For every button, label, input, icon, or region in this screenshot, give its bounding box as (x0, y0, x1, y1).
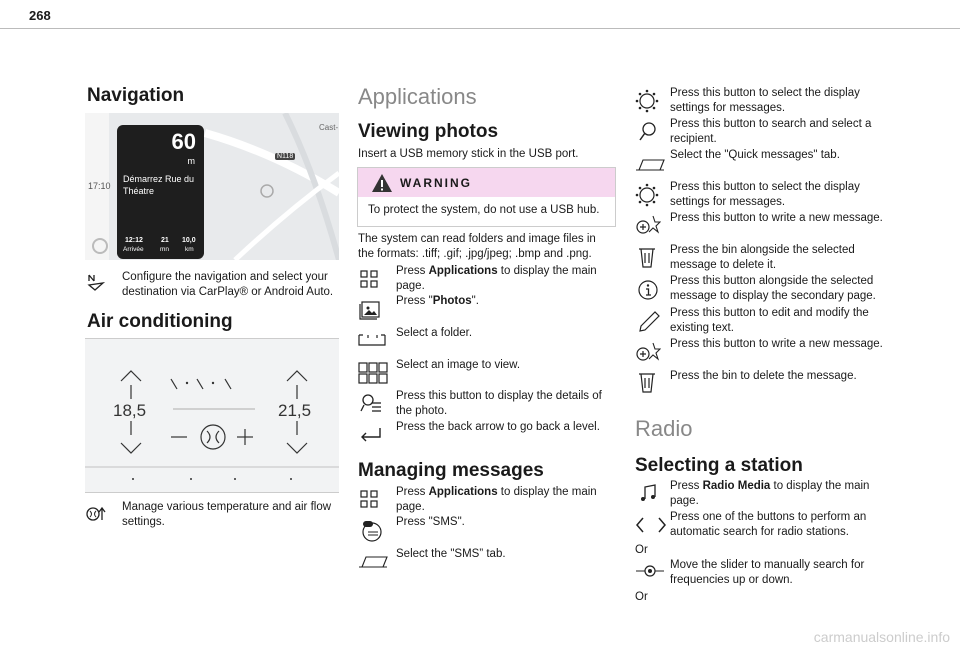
new-message-icon-2 (635, 341, 661, 363)
warning-text: To protect the system, do not use a USB hub. (368, 204, 600, 216)
msg-step-applications-pre: Press (396, 486, 429, 498)
step-back: Press the back arrow to go back a level. (396, 421, 600, 433)
step-details: Press this button to display the details of the photo. (396, 390, 602, 417)
watermark: carmanualsonline.info (813, 629, 950, 645)
formats-text: The system can read folders and image files in the formats: .tiff; .gif; .jpg/jpeg; .bmp and .png. (358, 233, 596, 260)
trip-duration-unit: mn (160, 246, 170, 253)
chevron-left-right-icon (635, 516, 667, 534)
step-applications-post: to display the main page. (396, 265, 597, 292)
trip-duration: 21 (161, 237, 169, 244)
step-folder: Select a folder. (396, 327, 473, 339)
info-icon (636, 278, 660, 302)
step-photos-pre: Press " (396, 295, 433, 307)
carplay-android-icon (85, 272, 107, 292)
step-applications (396, 264, 614, 294)
eta-label: Arrivée (123, 246, 144, 253)
step-photos-post: ". (471, 295, 479, 307)
msg-step-applications-bold: Applications (428, 486, 498, 498)
viewing-photos-heading: Viewing photos (358, 121, 499, 142)
distance-value: 60 (171, 129, 196, 154)
air-conditioning-screen-image (85, 338, 339, 493)
page-number: 268 (29, 8, 51, 23)
navigation-screen-image (85, 113, 339, 260)
right-temperature[interactable]: 21,5 (278, 401, 312, 420)
step-photos-bold: Photos (432, 295, 472, 307)
air-flow-icon (85, 504, 107, 524)
remaining-distance: 10,0 (182, 237, 196, 244)
msg-step-sms: Press "SMS". (396, 516, 465, 528)
radio-step-1 (670, 479, 890, 509)
photo-details-icon (360, 393, 382, 413)
warning-header (358, 168, 615, 197)
right-text-9: Press this button to write a new message. (670, 338, 883, 350)
usb-intro-text: Insert a USB memory stick in the USB port. (358, 148, 579, 160)
sms-icon (360, 518, 384, 542)
radio-step-1-pre: Press (670, 480, 703, 492)
slider-icon (635, 563, 665, 579)
bin-icon-2 (637, 370, 657, 394)
or-label-2: Or (635, 591, 648, 603)
road-label: N118 (277, 153, 294, 160)
radio-step-3: Move the slider to manually search for frequencies up or down. (670, 559, 865, 586)
bin-icon (637, 245, 657, 269)
right-text-1: Press this button to select the display settings for messages. (670, 87, 860, 114)
air-conditioning-heading: Air conditioning (87, 311, 233, 332)
step-image: Select an image to view. (396, 359, 521, 371)
right-text-5: Press this button to write a new message. (670, 212, 883, 224)
managing-messages-heading: Managing messages (358, 460, 544, 481)
new-message-icon (635, 214, 661, 236)
eta-time: 12:12 (125, 237, 143, 244)
right-text-4: Press this button to select the display settings for messages. (670, 181, 860, 208)
step-applications-bold: Applications (428, 265, 498, 277)
header-divider (0, 28, 960, 29)
image-grid-icon (358, 362, 388, 384)
warning-triangle-icon (371, 173, 393, 193)
applications-heading: Applications (358, 84, 477, 109)
warning-box (357, 167, 616, 227)
right-text-2: Press this button to search and select a recipient. (670, 118, 872, 145)
right-text-3: Select the "Quick messages" tab. (670, 149, 840, 161)
step-applications-pre: Press (396, 265, 429, 277)
msg-step-applications-post: to display the main page. (396, 486, 597, 513)
msg-step-tab: Select the "SMS” tab. (396, 548, 506, 560)
radio-step-2: Press one of the buttons to perform an automatic search for radio stations. (670, 511, 867, 538)
music-note-icon (637, 483, 659, 503)
radio-step-1-bold: Radio Media (702, 480, 771, 492)
or-label-1: Or (635, 544, 648, 556)
distance-unit: m (187, 156, 195, 166)
air-conditioning-text: Manage various temperature and air flow settings. (122, 501, 332, 528)
display-settings-icon (635, 89, 659, 113)
right-text-6: Press the bin alongside the selected message to delete it. (670, 244, 855, 271)
remaining-distance-unit: km (185, 246, 194, 253)
place-label: Cast- (319, 123, 339, 132)
msg-step-applications (396, 485, 614, 515)
left-temperature[interactable]: 18,5 (113, 401, 147, 420)
step-photos (396, 294, 479, 309)
folder-tabs-icon (358, 333, 386, 347)
applications-grid-icon-2 (358, 489, 380, 509)
guidance-panel (117, 125, 204, 259)
clock-readout: 17:10 (88, 181, 111, 191)
edit-pencil-icon (637, 310, 661, 334)
right-text-7: Press this button alongside the selected message to display the secondary page. (670, 275, 876, 302)
quick-messages-tab-icon (635, 158, 665, 172)
warning-title: WARNING (400, 176, 472, 190)
radio-heading: Radio (635, 416, 693, 441)
display-settings-icon-2 (635, 183, 659, 207)
selecting-station-heading: Selecting a station (635, 455, 803, 476)
navigation-heading: Navigation (87, 85, 185, 106)
guidance-instruction: Démarrez Rue du Théatre (123, 174, 195, 196)
radio-step-1-post: to display the main page. (670, 480, 870, 507)
right-text-8: Press this button to edit and modify the existing text. (670, 307, 869, 334)
right-text-10: Press the bin to delete the message. (670, 370, 857, 382)
search-icon (637, 121, 659, 141)
home-button-icon[interactable] (92, 238, 108, 254)
photos-icon (358, 298, 382, 320)
sms-tab-icon (358, 555, 388, 569)
back-arrow-icon (360, 425, 382, 445)
navigation-text: Configure the navigation and select your destination via CarPlay® or Android Auto. (122, 271, 334, 298)
applications-grid-icon (358, 269, 380, 289)
